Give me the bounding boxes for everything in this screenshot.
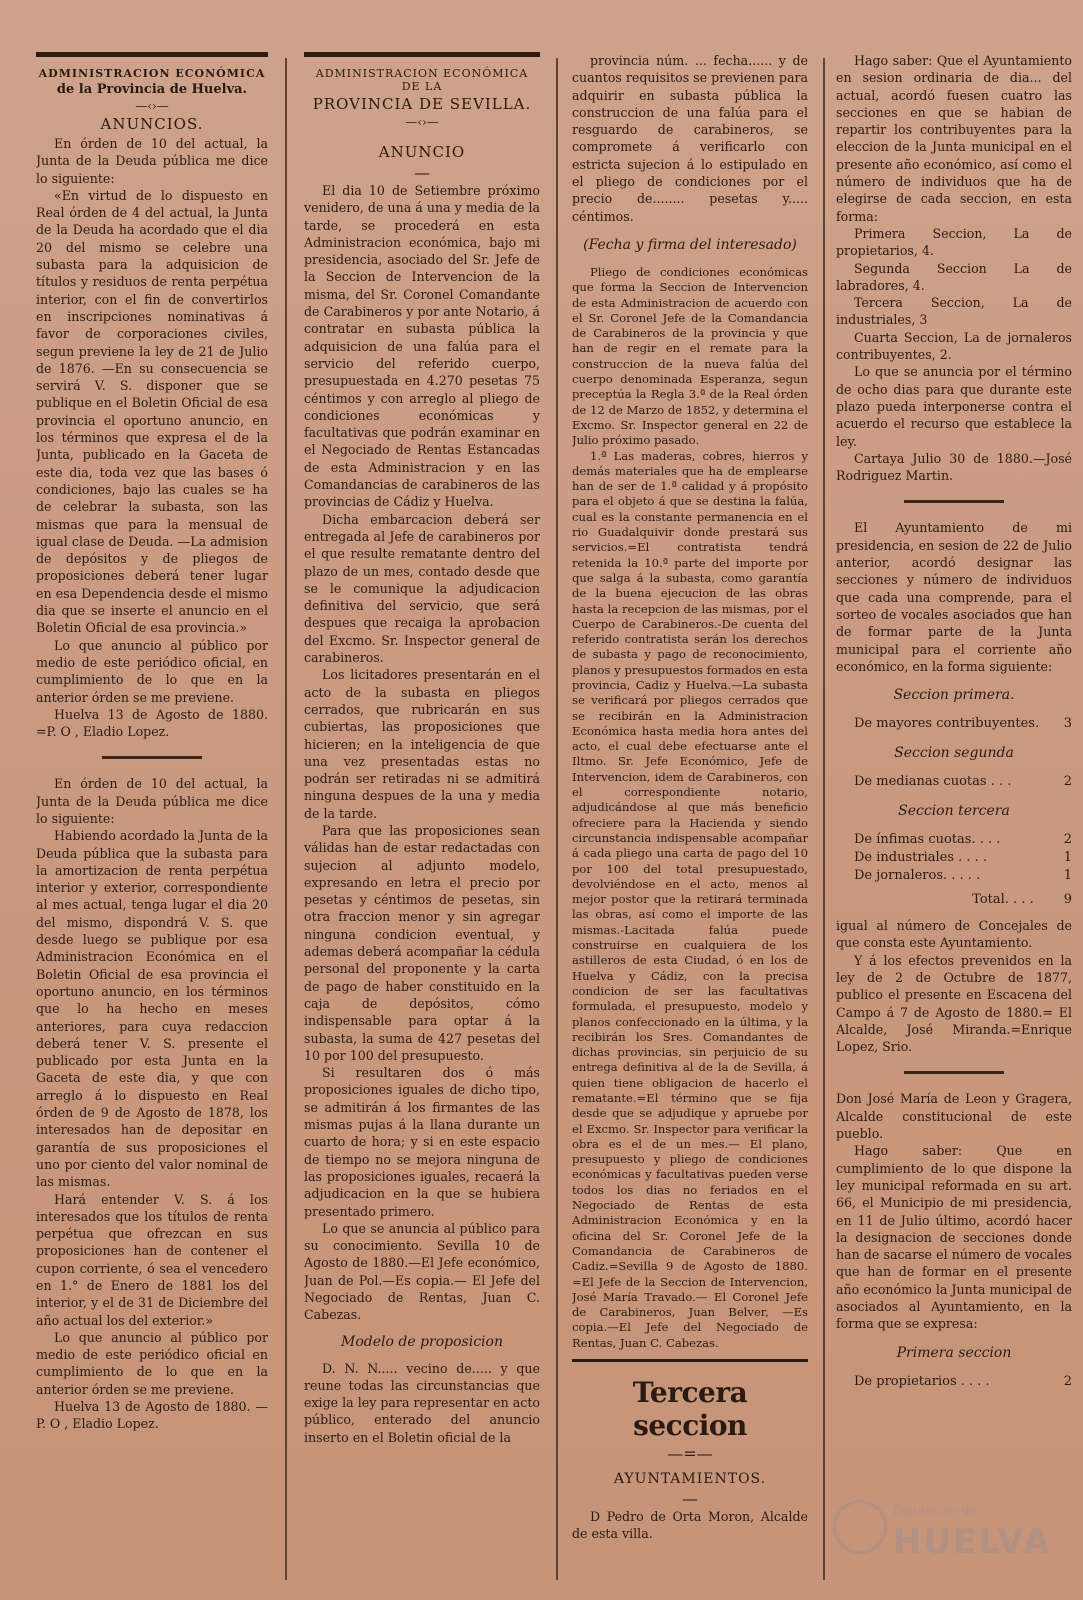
top-rule [36,52,268,57]
ornament: —=— [667,1444,713,1464]
section-label: Seccion tercera [898,803,1010,820]
announcement-title: ANUNCIO [378,143,466,161]
section-label: Seccion primera. [893,687,1015,704]
paragraph: Cuarta Seccion, La de jornaleros contribuyentes, 2. [836,329,1072,363]
paragraph: Dicha embarcacion deberá ser entregada al Jefe de carabineros por el que resulte rematante dentro del plazo de un mes, contado desde que se le comunique la adjudicacion definitiva del servicio, que será despues que recaiga la aprobacion del Excmo. Sr. Inspector general de carabineros. [304,511,540,666]
table-row [836,849,1072,867]
watermark-subtitle: Diputación de [893,1504,977,1518]
paragraph: El dia 10 de Setiembre próximo venidero, de una á una y media de la tarde, se procederá en esta Administracion económica, bajo mi presidencia, asociado del Sr. Jefe de la Seccion de Intervencion de la misma, del Sr. Coronel Comandante de Carabineros y por ante Notario, á contratar en subasta pública la adquisicion de una falúa para el servicio del referido cuerpo, presupuestada en 4.270 pesetas 75 céntimos y con arreglo al pliego de condiciones económicas y facultativas que podrán examinar en el Negociado de Rentas Estancadas de esta Administracion y en las Comandancias de carabineros de las provincias de Cádiz y Huelva. [304,183,540,510]
row-value: 1 [1063,850,1072,866]
total-row [836,891,1072,909]
ornament: —‹›— [135,99,169,113]
section-heading-de-la: DE LA [401,80,443,93]
signature: Huelva 13 de Agosto de 1880. —P. O , Eladio Lopez. [36,1399,268,1432]
column-4 [836,52,1072,1590]
table-row [836,867,1072,885]
separator [102,756,202,759]
watermark-title: HUELVA [893,1522,1052,1562]
section-subheading: de la Provincia de Huelva. [56,82,248,97]
table-row [836,1373,1072,1391]
column-2 [304,52,540,1590]
paragraph: Lo que se anuncia por el término de ocho dias para que durante este plazo pueda interponerse contra el acuerdo el recurso que establece la ley. [836,364,1072,449]
paragraph: Y á los efectos prevenidos en la ley de 2 de Octubre de 1877, publico el presente en Escacena del Campo á 7 de Agosto de 1880.= El Alcalde, José Miranda.=Enrique Lopez, Srio. [836,952,1072,1055]
dash: — [682,1489,698,1509]
model-heading: Modelo de proposicion [341,1333,503,1350]
paragraph: D. N. N..... vecino de..... y que reune todas las circunstancias que exige la ley para representar en acto público, enterado del anuncio inserto en el Boletin oficial de la [304,1360,540,1445]
ornament: —‹›— [405,115,439,129]
total-value: 9 [1063,892,1072,908]
paragraph: Hará entender V. S. á los interesados que los títulos de renta perpétua que ofrezcan en sus proposiciones han de contener el cupon corriente, ó sea el vencedero en 1.° de Enero de 1881 los del interior, y el de 31 de Diciembre del año actual los del exterior.» [36,1191,268,1328]
section-label: Seccion segunda [894,745,1014,762]
separator [904,1071,1004,1074]
paragraph: Lo que anuncio al público por medio de este periódico oficial en cumplimiento de lo que en la anterior órden se me previene. [36,1329,268,1397]
table-row [836,831,1072,849]
paragraph: 1.ª Las maderas, cobres, hierros y demás materiales que ha de emplearse han de ser de 1.ª calidad y á propósito para el objeto á que se destina la falúa, cual es la constante permanencia en el rio Guadalquivir donde prestará sus servicios.=El contratista tendrá retenida la 10.ª parte del importe por que salga á la subasta, como garantía de la buena ejecucion de las obras hasta la recepcion de las mismas, por el Cuerpo de Carabineros.-De cuenta del referido contratista serán los derechos de subasta y pago de reconocimiento, planos y presupuestos formados en esta provincia, Cadiz y Huelva.—La subasta se verificará por pliegos cerrados que se recibirán en la Administracion Económica hasta media hora antes del acto, el cual debe efectuarse ante el Iltmo. Sr. Jefe Económico, Jefe de Intervencion, idem de Carabineros, con el correspondiente notario, adjudicándose al que más beneficio ofreciere para la Hacienda y siendo circunstancia indispensable acompañar á cada pliego una carta de pago del 10 por 100 del total presupuestado, devolviéndose en el acto, menos al mejor postor que la retirará terminada las obras, así como el importe de las mismas.-Lacitada falúa puede construirse en cualquiera de los astilleros de esta Ciudad, ó en los de Huelva y Cádiz, con la precisa condicion de ser las facultativas formulada, el presupuesto, modelo y planos confeccionado en la última, y la recibirán los Sres. Comandantes de dichas provincias, sin perjuicio de su entrega definitiva al de la de Sevilla, á quien tiene obligacion de hacerlo el rematante.=El término que se fija desde que se adjudique y apruebe por el Excmo. Sr. Inspector para verificar la obra es el de un mes.— El plano, presupuesto y pliego de condiciones económicas y facultativas pueden verse todos los dias no feriados en el Negociado de Rentas de esta Administracion Económica y en la oficina del Sr. Coronel Jefe de la Comandancia de Carabineros de Cadiz.=Sevilla 9 de Agosto de 1880. =El Jefe de la Seccion de Intervencion, José María Travado.— El Coronel Jefe de Carabineros, Juan Belver, —Es copia.—El Jefe del Negociado de Rentas, Juan C. Cabezas. [572,448,808,1350]
column-1 [36,52,268,1590]
paragraph: Lo que anuncio al público por medio de este periódico oficial, en cumplimiento de lo que en la anterior órden se me previene. [36,637,268,705]
row-label: De mayores contribuyentes. [854,716,1040,732]
third-section-title: Tercera seccion [632,1376,748,1443]
dash: — [414,163,430,182]
row-label: De ínfimas cuotas. . . . [854,832,1001,848]
paragraph: Pliego de condiciones económicas que forma la Seccion de Intervencion de esta Administracion de acuerdo con el Sr. Coronel Jefe de la Comandancia de Carabineros de la provincia y que han de regir en el remate para la construccion de la nueva falúa del cuerpo denominada Esperanza, segun preceptúa la Regla 3.ª de la Real órden de 12 de Marzo de 1852, y determina el Excmo. Sr. Inspector general en 22 de Julio próximo pasado. [572,264,808,448]
signature-note: (Fecha y firma del interesado) [583,236,797,253]
paragraph: Primera Seccion, La de propietarios, 4. [836,225,1072,259]
paragraph: Tercera Seccion, La de industriales, 3 [836,295,1072,328]
paragraph: Para que las proposiciones sean válidas han de estar redactadas con sujecion al adjunto modelo, expresando en letra el precio por pesetas y céntimos de pesetas, sin otra fraccion menor y sin agregar ninguna condicion eventual, y ademas deberá acompañar la cédula personal del proponente y la carta de pago de haber constituido en la caja de depósitos, cómo indispensable para optar á la subasta, la suma de 427 pesetas del 10 por 100 del presupuesto. [304,822,540,1063]
row-label: De jornaleros. . . . . [854,868,981,884]
row-value: 2 [1063,774,1072,790]
paragraph: D Pedro de Orta Moron, Alcalde de esta villa. [572,1509,808,1542]
paragraph: En órden de 10 del actual, la Junta de la Deuda pública me dice lo siguiente: [36,776,268,826]
section-heading: ADMINISTRACION ECONÓMICA [315,67,529,80]
paragraph: Lo que se anuncia al público para su conocimiento. Sevilla 10 de Agosto de 1880.—El Jefe económico, Juan de Pol.—Es copia.— El Jefe del Negociado de Rentas, Juan C. Cabezas. [304,1220,540,1323]
paragraph: El Ayuntamiento de mi presidencia, en sesion de 22 de Julio anterior, acordó designar las secciones y número de individuos que cada una comprende, para el sorteo de vocales asociados que han de formar parte de la Junta municipal para el corriente año económico, en la forma siguiente: [836,520,1072,674]
paragraph: provincia núm. ... fecha...... y de cuantos requisitos se previenen para adquirir en subasta pública la construccion de una falúa para el resguardo de carabineros, se compromete á verificarlo con estricta sujecion á lo estipulado en el pliego de condiciones por el precio de........ pesetas y..... céntimos. [572,53,808,224]
row-label: De propietarios . . . . [854,1373,990,1389]
section-heading: ADMINISTRACION ECONÓMICA [38,67,266,80]
section-subheading: PROVINCIA DE SEVILLA. [312,95,532,113]
row-value: 2 [1063,1373,1072,1389]
paragraph: Hago saber: Que en cumplimiento de lo que dispone la ley municipal reformada en su art. 66, el Municipio de mi presidencia, en 11 de Julio último, acordó hacer la designacion de secciones donde han de sacarse el número de vocales que han de formar en el presente año económico la Junta municipal de asociados al Ayuntamiento, en la forma que se expresa: [836,1143,1072,1332]
column-3 [572,52,808,1590]
paragraph: Habiendo acordado la Junta de la Deuda pública que la subasta para la amortizacion de renta perpétua interior y exterior, correspondiente al mes actual, tenga lugar el dia 20 del mismo, dispondrá V. S. que desde luego se publique por esa Administracion Económica en el Boletin Oficial de esa provincia el oportuno anuncio, en los términos que lo ha hecho en meses anteriores, para cuya redaccion deberá tener V. S. presente el publicado por esta Junta en la Gaceta de este dia, y que con arreglo á lo dispuesto en Real órden de 9 de Agosto de 1878, los interesados han de depositar en garantía de sus proposiciones el uno por ciento del valor nominal de las mismas. [36,828,268,1190]
paragraph: «En virtud de lo dispuesto en Real órden de 4 del actual, la Junta de la Deuda ha acordado que el dia 20 del mismo se celebre una subasta para la adquisicion de títulos y residuos de renta perpétua interior, con el fin de convertirlos en inscripciones nominativas á favor de corporaciones civiles, segun previene la ley de 21 de Julio de 1876. —En su consecuencia se servirá V. S. disponer que se publique en el Boletin Oficial de esa provincia el oportuno anuncio, en los términos que expresa el de la Junta, publicado en la Gaceta de este dia, toda vez que las bases ó condiciones, bajo las cuales se ha de celebrar la subasta, son las mismas que para la mensual de igual clase de Deuda. —La admision de depósitos y de pliegos de proposiciones deberá tener lugar en esa Dependencia desde el mismo dia que se inserte el anuncio en el Boletin Oficial de esa provincia.» [36,187,268,636]
signature: Huelva 13 de Agosto de 1880. =P. O , Eladio Lopez. [36,706,268,740]
total-label: Total. . . . [972,892,1034,908]
section-rule [572,1359,808,1362]
paragraph: En órden de 10 del actual, la Junta de la Deuda pública me dice lo siguiente: [36,136,268,186]
announcements-title: ANUNCIOS. [100,115,204,133]
column-divider [556,58,558,1580]
paragraph: igual al número de Concejales de que consta este Ayuntamiento. [836,918,1072,951]
separator [904,500,1004,503]
row-label: De medianas cuotas . . . [854,774,1012,790]
ayuntamientos-heading: AYUNTAMIENTOS. [613,1471,767,1488]
column-divider [285,58,287,1580]
watermark [833,1500,1052,1570]
paragraph: Hago saber: Que el Ayuntamiento en sesion ordinaria de dia... del actual, acordó fuesen cuatro las secciones en que se habian de repartir los contribuyentes para la eleccion de la Junta municipal en el presente año económico, así como el número de individuos que ha de elegirse de cada seccion, en esta forma: [836,53,1072,224]
paragraph: Si resultaren dos ó más proposiciones iguales de dicho tipo, se admitirán á los firmantes de las mismas pujas á la llana durante un cuarto de hora; y si en este espacio de tiempo no se mejora ninguna de las proposiciones iguales, recaerá la adjudicacion en la que se hubiera presentado primero. [304,1065,540,1219]
top-rule [304,52,540,57]
row-value: 1 [1063,868,1072,884]
signature: Cartaya Julio 30 de 1880.—José Rodriguez Martin. [836,450,1072,484]
table-row [836,715,1072,733]
watermark-logo-icon [833,1500,887,1554]
column-divider [823,58,825,1580]
section-label: Primera seccion [896,1344,1012,1361]
paragraph: Don José María de Leon y Gragera, Alcalde constitucional de este pueblo. [836,1091,1072,1142]
row-value: 2 [1063,832,1072,848]
row-value: 3 [1063,716,1072,732]
table-row [836,773,1072,791]
paragraph: Los licitadores presentarán en el acto de la subasta en pliegos cerrados, que rubricarán en sus cubiertas, las proposiciones que hicieren; en la inteligencia de que una vez presentadas estas no podrán ser retiradas ni se admitirá ninguna despues de la una y media de la tarde. [304,667,540,821]
paragraph: Segunda Seccion La de labradores, 4. [836,260,1072,293]
row-label: De industriales . . . . [854,850,988,866]
